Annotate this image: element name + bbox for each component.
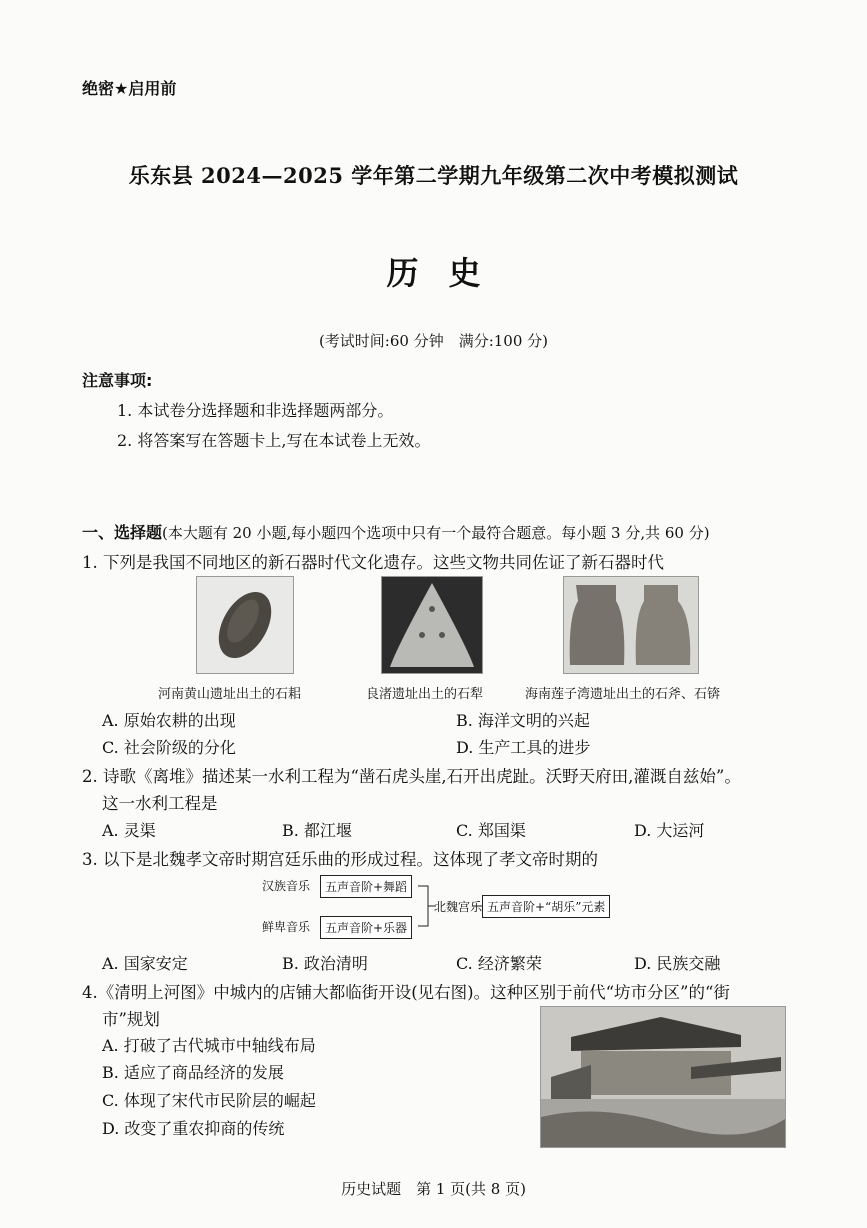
question-4-stem-cont: 市”规划	[102, 1010, 160, 1029]
beiwei-music-label: 北魏宫乐	[434, 900, 483, 914]
caption-stone-spade: 河南黄山遗址出土的石耜	[158, 687, 302, 702]
qingming-painting-image	[540, 1006, 786, 1148]
q2-option-b[interactable]: B. 都江堰	[282, 821, 352, 840]
q1-option-b[interactable]: B. 海洋文明的兴起	[456, 711, 590, 730]
stone-plow-image	[381, 576, 483, 674]
question-1-stem: 1. 下列是我国不同地区的新石器时代文化遗存。这些文物共同佐证了新石器时代	[82, 553, 664, 572]
stone-spade-image	[196, 576, 294, 674]
stone-axe-adze-image	[563, 576, 699, 674]
caption-stone-axe: 海南莲子湾遗址出土的石斧、石锛	[525, 687, 721, 702]
q2-option-c[interactable]: C. 郑国渠	[456, 821, 526, 840]
question-4-stem: 4.《清明上河图》中城内的店铺大都临街开设(见右图)。这种区别于前代“坊市分区”的“街	[82, 983, 730, 1002]
q4-option-c[interactable]: C. 体现了宋代市民阶层的崛起	[102, 1091, 316, 1110]
exam-title: 乐东县 2024—2025 学年第二学期九年级第二次中考模拟测试	[128, 163, 739, 188]
q1-option-a[interactable]: A. 原始农耕的出现	[102, 711, 236, 730]
q4-option-a[interactable]: A. 打破了古代城市中轴线布局	[102, 1036, 316, 1055]
exam-info: (考试时间:60 分钟 满分:100 分)	[318, 332, 549, 350]
notice-item: 1. 本试卷分选择题和非选择题两部分。	[117, 401, 394, 420]
q3-option-a[interactable]: A. 国家安定	[102, 954, 188, 973]
notice-item: 2. 将答案写在答题卡上,写在本试卷上无效。	[117, 431, 431, 450]
q3-option-b[interactable]: B. 政治清明	[282, 954, 368, 973]
section-title: 一、选择题	[82, 523, 163, 542]
q3-option-c[interactable]: C. 经济繁荣	[456, 954, 542, 973]
confidential-mark: 绝密★启用前	[82, 79, 177, 98]
q4-option-b[interactable]: B. 适应了商品经济的发展	[102, 1063, 284, 1082]
notice-heading: 注意事项:	[82, 371, 153, 390]
q2-option-a[interactable]: A. 灵渠	[102, 821, 156, 840]
subject-title: 历史	[386, 254, 511, 292]
caption-stone-plow: 良渚遗址出土的石犁	[366, 687, 484, 702]
xianbei-music-box: 五声音阶+乐器	[320, 916, 412, 939]
q1-option-d[interactable]: D. 生产工具的进步	[456, 738, 591, 757]
page-footer: 历史试题 第 1 页(共 8 页)	[341, 1180, 526, 1198]
q2-option-d[interactable]: D. 大运河	[634, 821, 705, 840]
han-music-box: 五声音阶+舞蹈	[320, 875, 412, 898]
beiwei-music-box: 五声音阶+“胡乐”元素	[482, 895, 610, 918]
han-music-label: 汉族音乐	[262, 879, 311, 893]
section-heading	[82, 520, 710, 543]
question-3-stem: 3. 以下是北魏孝文帝时期宫廷乐曲的形成过程。这体现了孝文帝时期的	[82, 850, 598, 869]
q1-option-c[interactable]: C. 社会阶级的分化	[102, 738, 236, 757]
q4-option-d[interactable]: D. 改变了重农抑商的传统	[102, 1119, 285, 1138]
question-2-stem-cont: 这一水利工程是	[102, 794, 218, 813]
section-desc: (本大题有 20 小题,每小题四个选项中只有一个最符合题意。每小题 3 分,共 60 分)	[162, 524, 710, 542]
q3-option-d[interactable]: D. 民族交融	[634, 954, 721, 973]
question-2-stem: 2. 诗歌《离堆》描述某一水利工程为“凿石虎头崖,石开出虎趾。沃野天府田,灌溉自兹始”。	[82, 767, 741, 786]
xianbei-music-label: 鲜卑音乐	[262, 920, 311, 934]
music-formation-diagram	[252, 872, 632, 942]
